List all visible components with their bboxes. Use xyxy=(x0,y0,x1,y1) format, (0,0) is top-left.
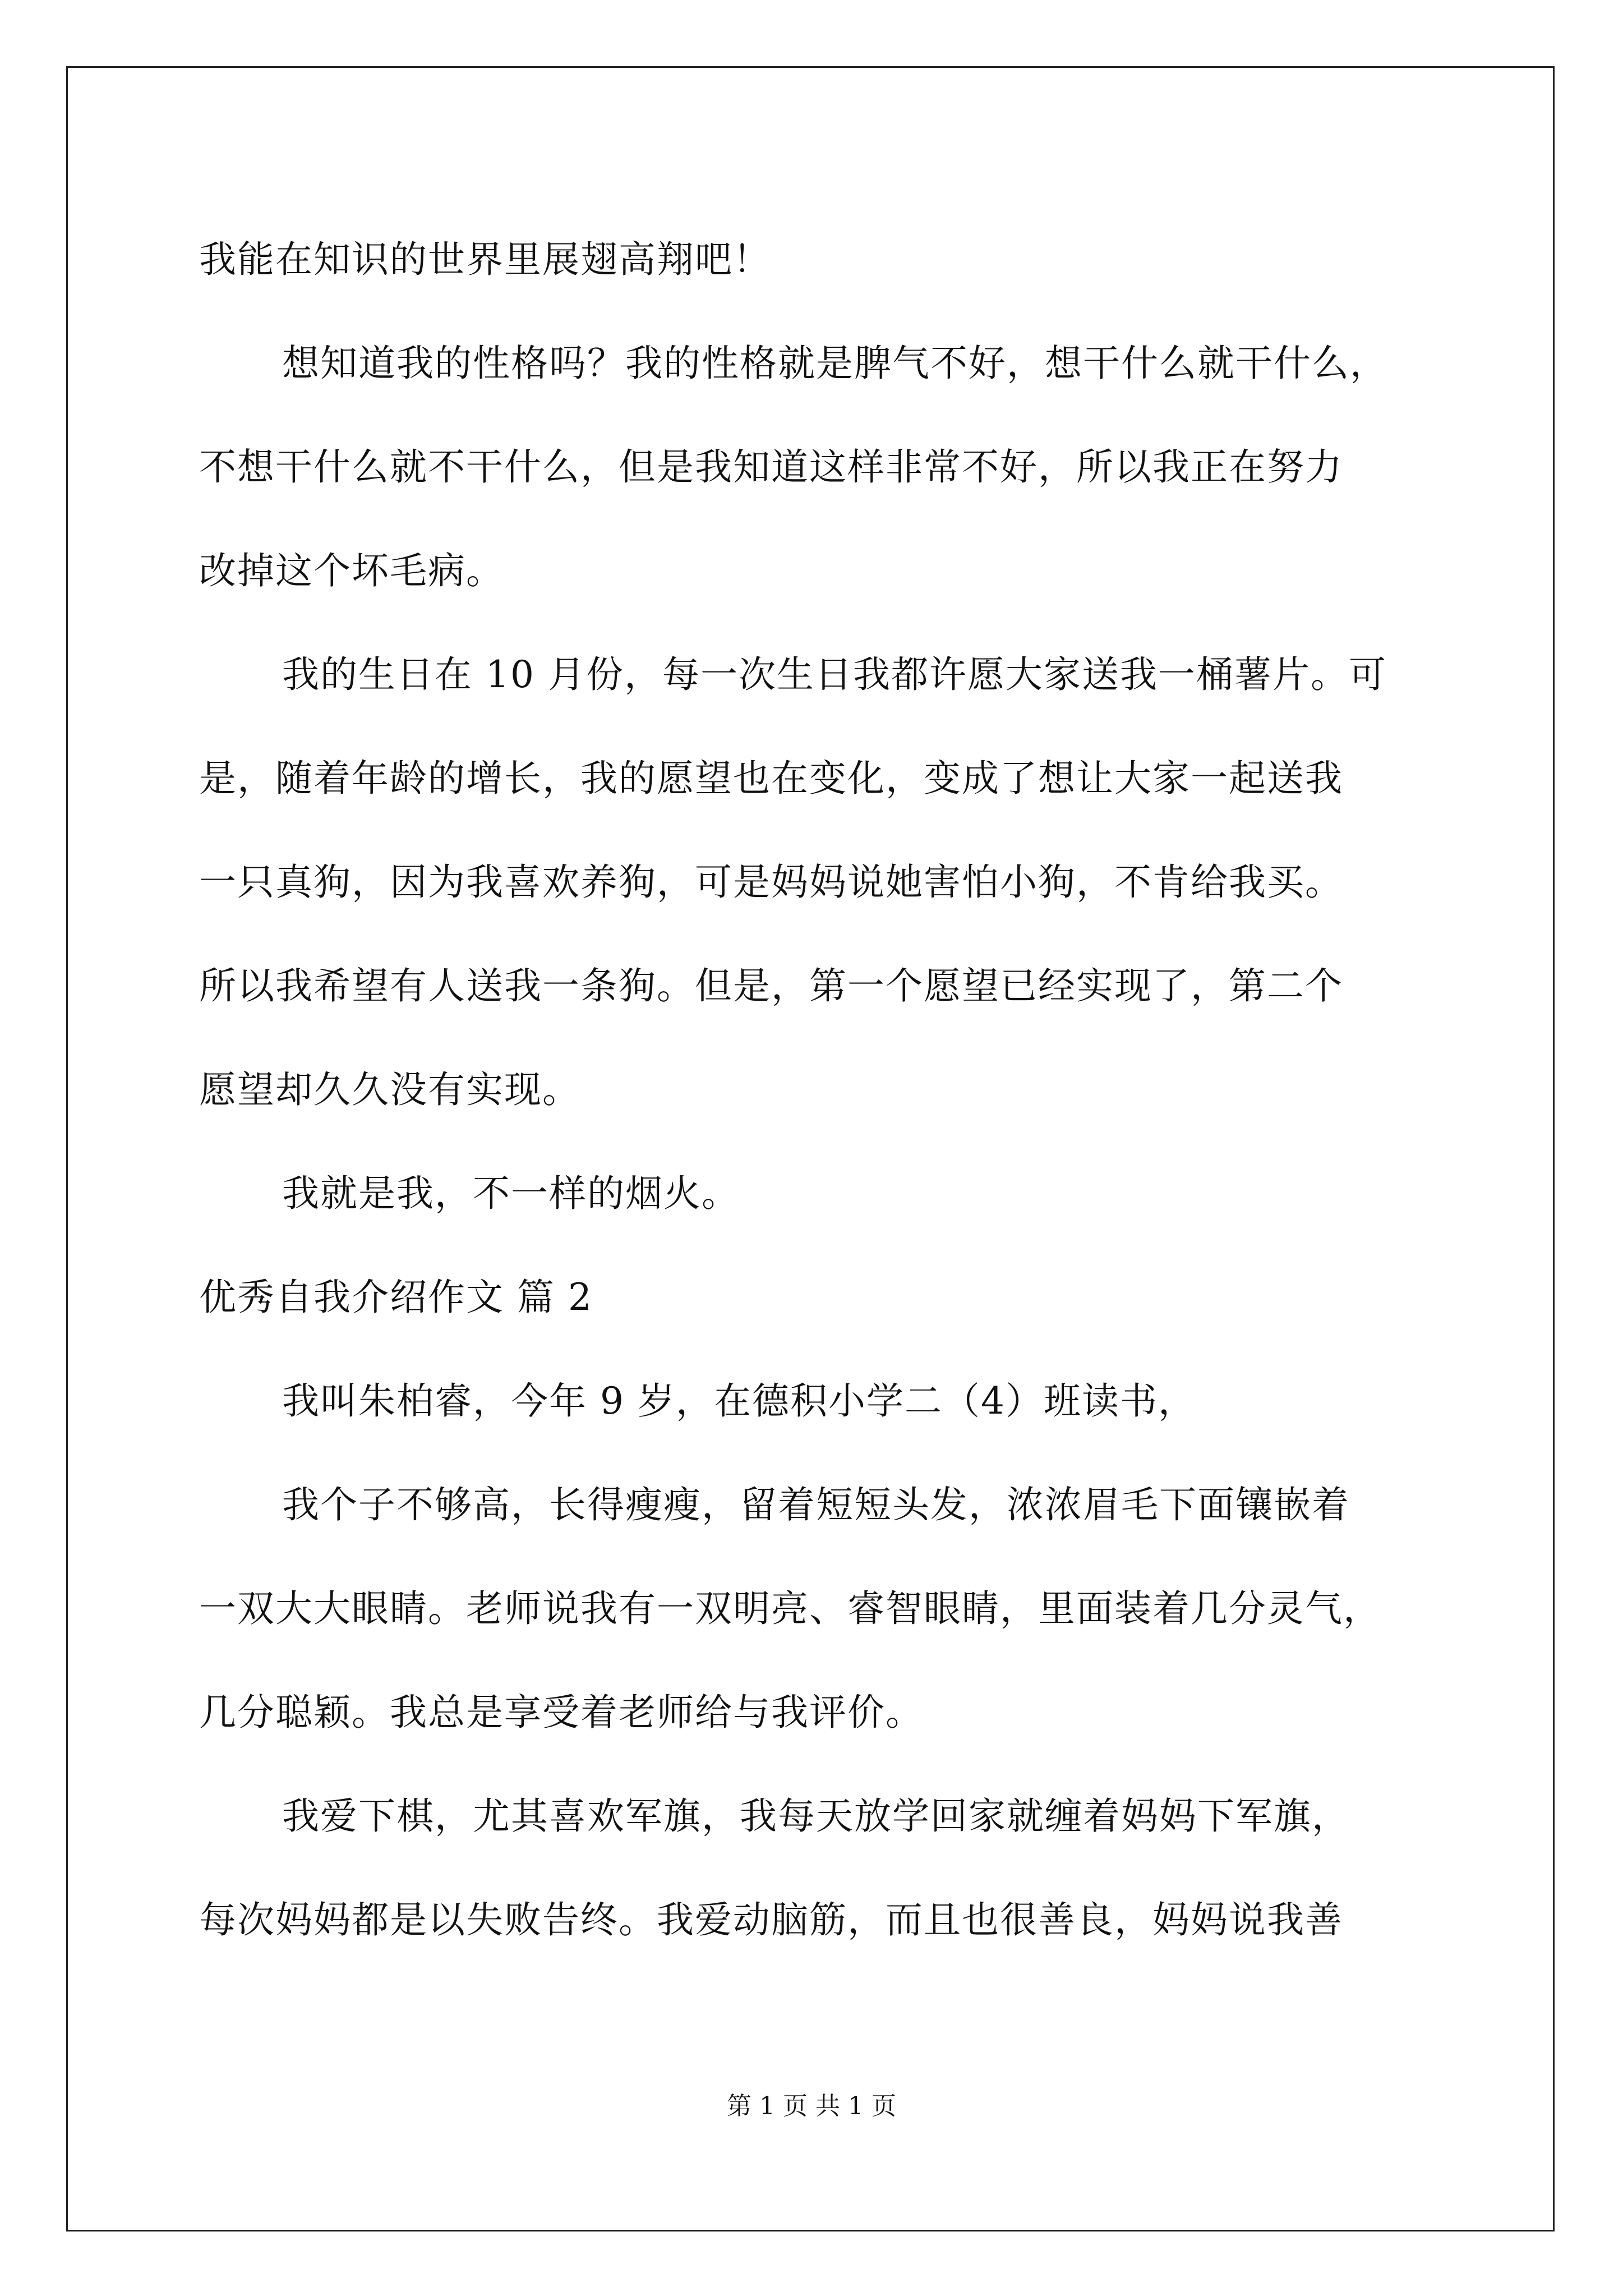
text-line: 几分聪颖。我总是享受着老师给与我评价。 xyxy=(199,1691,924,1734)
text-line: 愿望却久久没有实现。 xyxy=(199,1068,580,1111)
text-line: 所以我希望有人送我一条狗。但是，第一个愿望已经实现了，第二个 xyxy=(199,964,1343,1007)
text-line: 我的生日在 10 月份，每一次生日我都许愿大家送我一桶薯片。可 xyxy=(282,653,1387,696)
text-line: 想知道我的性格吗？我的性格就是脾气不好，想干什么就干什么， xyxy=(282,342,1388,385)
text-line: 我就是我，不一样的烟火。 xyxy=(282,1172,740,1215)
document-body xyxy=(199,208,1422,1972)
text-line: 是，随着年龄的增长，我的愿望也在变化，变成了想让大家一起送我 xyxy=(199,757,1343,800)
text-line: 不想干什么就不干什么，但是我知道这样非常不好，所以我正在努力 xyxy=(199,445,1343,489)
text-line: 我个子不够高，长得瘦瘦，留着短短头发，浓浓眉毛下面镶嵌着 xyxy=(282,1483,1350,1526)
text-line: 一双大大眼睛。老师说我有一双明亮、睿智眼睛，里面装着几分灵气， xyxy=(199,1587,1381,1630)
text-line: 改掉这个坏毛病。 xyxy=(199,549,504,592)
section-heading: 优秀自我介绍作文 篇 2 xyxy=(199,1276,593,1319)
text-line: 一只真狗，因为我喜欢养狗，可是妈妈说她害怕小狗，不肯给我买。 xyxy=(199,861,1343,904)
text-line: 我爱下棋，尤其喜欢军旗，我每天放学回家就缠着妈妈下军旗， xyxy=(282,1795,1350,1838)
text-line: 每次妈妈都是以失败告终。我爱动脑筋，而且也很善良，妈妈说我善 xyxy=(199,1898,1343,1941)
page-footer: 第 1 页 共 1 页 xyxy=(727,2092,896,2120)
text-line: 我能在知识的世界里展翅高翔吧！ xyxy=(199,238,771,281)
text-line: 我叫朱柏睿，今年 9 岁，在德积小学二（4）班读书， xyxy=(282,1379,1196,1423)
